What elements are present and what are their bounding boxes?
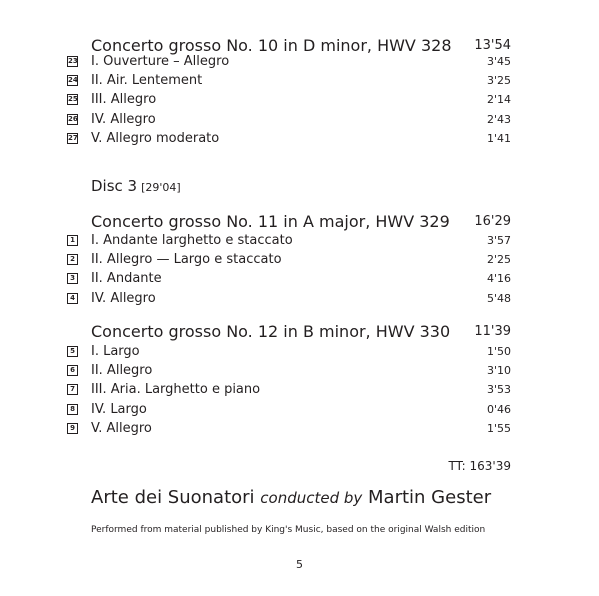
track-number: 4	[67, 293, 78, 304]
track-time: 5'48	[486, 292, 511, 305]
track-time: 4'16	[486, 272, 511, 285]
track-number: 8	[67, 404, 78, 415]
track-time: 3'57	[486, 234, 511, 247]
track-time: 1'50	[486, 345, 511, 358]
track-row	[67, 289, 511, 308]
track-number: 9	[67, 423, 78, 434]
track-row	[67, 419, 511, 438]
page-number: 5	[296, 558, 303, 571]
track-time: 3'45	[486, 55, 511, 68]
track-row	[67, 250, 511, 269]
movement-title: IV. Largo	[91, 402, 147, 417]
track-row	[67, 110, 511, 129]
movement-title: II. Allegro — Largo e staccato	[91, 252, 282, 267]
track-row	[67, 90, 511, 109]
movement-title: IV. Allegro	[91, 291, 156, 306]
track-number: 23	[68, 57, 78, 65]
track-time: 1'41	[486, 132, 511, 145]
movement-title: I. Largo	[91, 344, 140, 359]
movement-title: I. Andante larghetto e staccato	[91, 233, 293, 248]
movement-title: V. Allegro	[91, 421, 152, 436]
movement-title: V. Allegro moderato	[91, 131, 220, 146]
work-title: Concerto grosso No. 12 in B minor, HWV 330	[91, 322, 451, 341]
track-row	[67, 71, 511, 90]
disc-label: Disc 3	[91, 177, 138, 195]
work-duration: 13'54	[474, 38, 511, 53]
track-number: 1	[67, 235, 78, 246]
conducted-by-text: conducted by	[260, 489, 363, 507]
work-title: Concerto grosso No. 11 in A major, HWV 329	[91, 212, 450, 231]
track-time: 2'43	[486, 113, 511, 126]
ensemble-credit	[91, 487, 491, 509]
track-number: 5	[67, 346, 78, 357]
movement-title: IV. Allegro	[91, 112, 156, 127]
movement-title: I. Ouverture – Allegro	[91, 54, 230, 69]
disc-heading	[91, 176, 181, 198]
work-title: Concerto grosso No. 10 in D minor, HWV 328	[91, 36, 452, 55]
work-duration: 11'39	[474, 324, 511, 339]
track-row	[67, 380, 511, 399]
track-time: 0'46	[486, 403, 511, 416]
track-time: 2'14	[486, 93, 511, 106]
movement-title: II. Allegro	[91, 363, 153, 378]
track-number: 3	[67, 273, 78, 284]
movement-title: II. Air. Lentement	[91, 73, 203, 88]
track-number: 27	[68, 134, 78, 142]
track-number: 25	[68, 95, 78, 103]
movement-title: III. Allegro	[91, 92, 157, 107]
track-time: 2'25	[486, 253, 511, 266]
track-time: 3'53	[486, 383, 511, 396]
track-row	[67, 342, 511, 361]
movement-title: II. Andante	[91, 271, 162, 286]
track-row	[67, 129, 511, 148]
track-row	[67, 400, 511, 419]
track-row	[67, 269, 511, 288]
track-time: 3'25	[486, 74, 511, 87]
track-number: 2	[67, 254, 78, 265]
track-row	[67, 52, 511, 71]
track-time: 3'10	[486, 364, 511, 377]
disc-duration: [29'04]	[141, 181, 181, 194]
track-number: 26	[68, 115, 78, 123]
track-number: 7	[67, 384, 78, 395]
ensemble-name: Arte dei Suonatori	[91, 487, 255, 508]
total-time: TT: 163'39	[448, 459, 511, 473]
track-row	[67, 361, 511, 380]
movement-title: III. Aria. Larghetto e piano	[91, 382, 261, 397]
track-number: 6	[67, 365, 78, 376]
track-row	[67, 231, 511, 250]
work-duration: 16'29	[474, 214, 511, 229]
track-number: 24	[68, 76, 78, 84]
conductor-name: Martin Gester	[368, 487, 492, 508]
track-time: 1'55	[486, 422, 511, 435]
edition-note: Performed from material published by King's Music, based on the original Walsh edition	[91, 525, 486, 535]
